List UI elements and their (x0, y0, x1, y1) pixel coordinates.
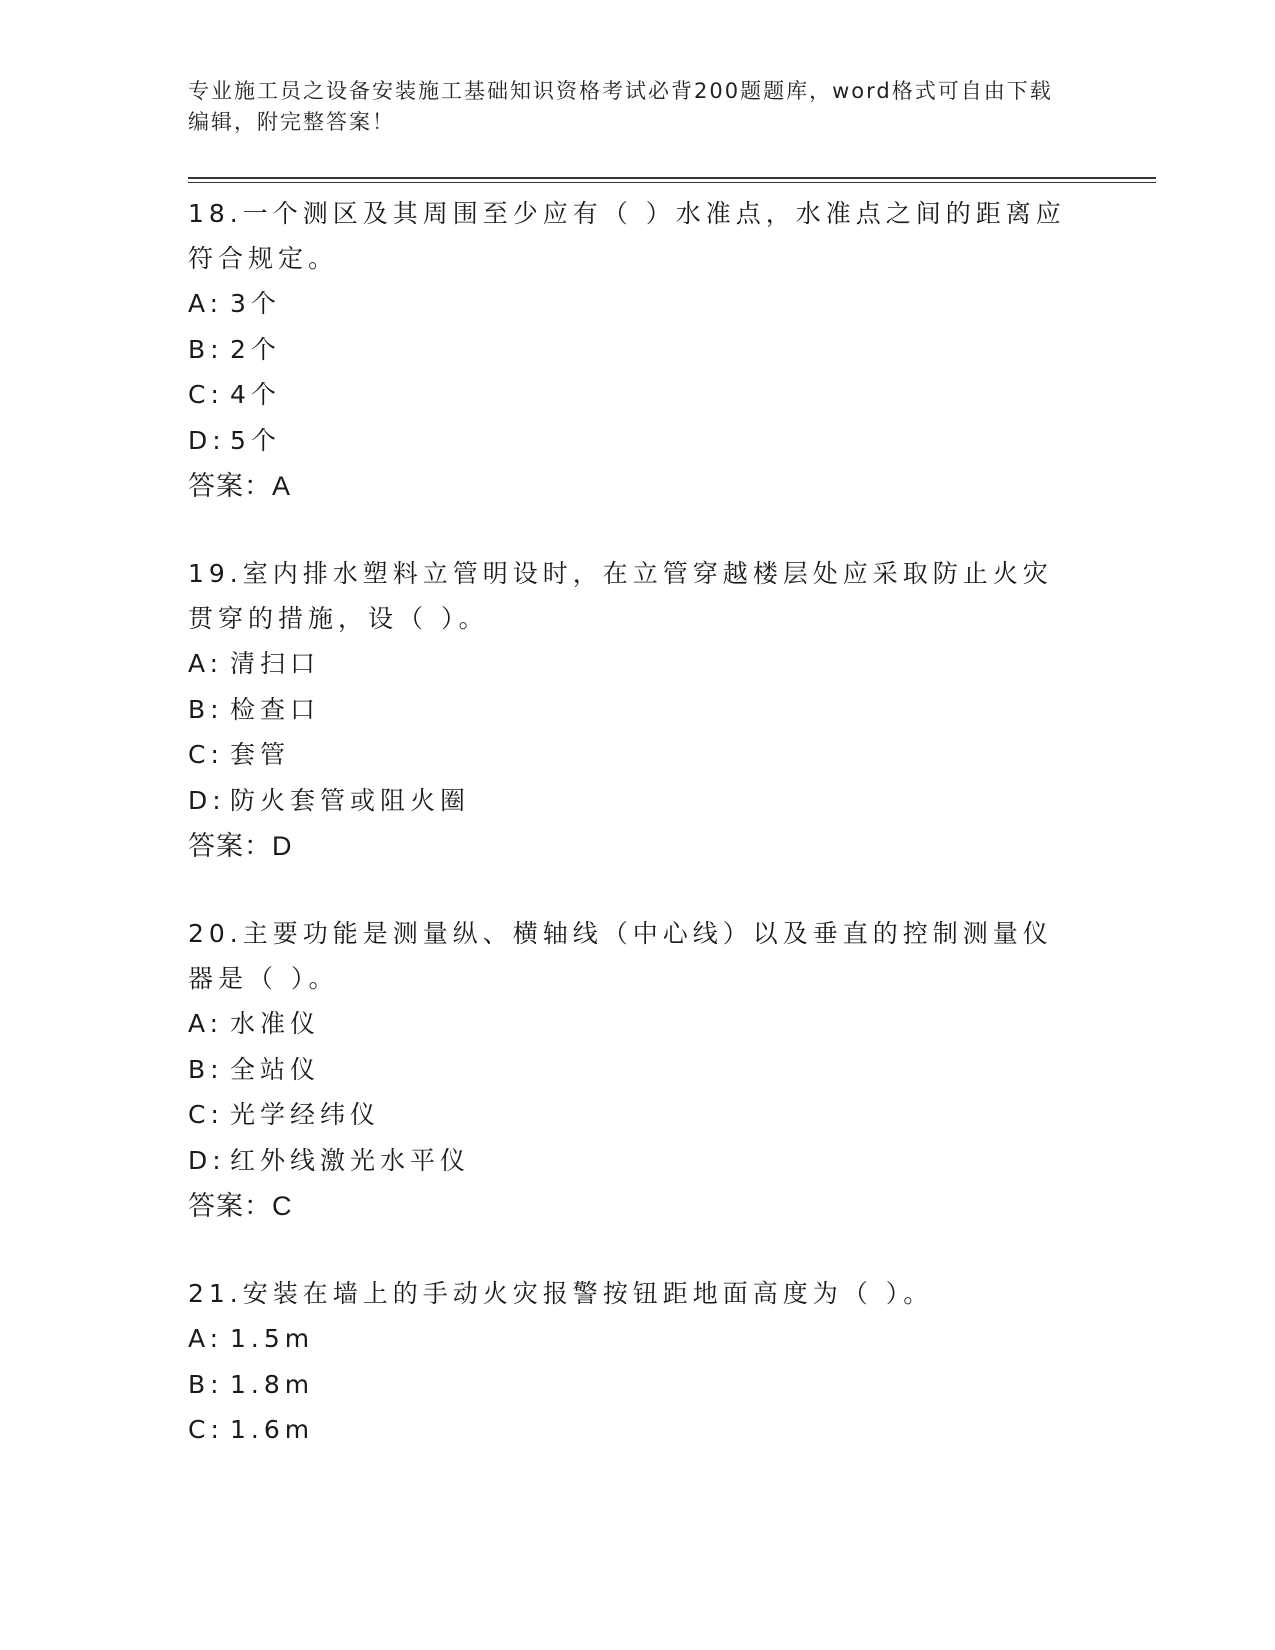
question-21 (188, 1271, 1088, 1453)
option-text: 套管 (230, 740, 291, 769)
question-stem: 18.一个测区及其周围至少应有（ ）水准点，水准点之间的距离应符合规定。 (188, 199, 1066, 273)
option-b (188, 327, 1088, 373)
question-list (188, 191, 1088, 1495)
option-key: A: (188, 289, 224, 318)
option-a (188, 1316, 1088, 1362)
option-a (188, 641, 1088, 687)
option-key: B: (188, 1369, 224, 1399)
option-text: 3个 (230, 289, 281, 318)
option-key: B: (188, 694, 224, 724)
option-key: D: (188, 785, 226, 815)
option-key: A: (188, 1324, 224, 1353)
question-stem: 20.主要功能是测量纵、横轴线（中心线）以及垂直的控制测量仪器是（ ）。 (188, 919, 1053, 993)
option-d (188, 418, 1088, 464)
answer-line: 答案：D (188, 831, 293, 861)
option-key: C: (188, 1100, 224, 1129)
question-stem: 21.安装在墙上的手动火灾报警按钮距地面高度为（ ）。 (188, 1279, 934, 1308)
option-b (188, 1362, 1088, 1408)
option-key: D: (188, 425, 226, 455)
option-text: 1.5m (230, 1324, 315, 1353)
option-key: C: (188, 1415, 224, 1444)
option-text: 5个 (230, 425, 281, 455)
option-key: D: (188, 1145, 226, 1175)
header-divider (188, 177, 1156, 183)
option-key: A: (188, 649, 224, 678)
option-text: 检查口 (230, 694, 321, 724)
option-key: C: (188, 380, 224, 409)
option-c (188, 732, 1088, 778)
option-text: 2个 (230, 334, 281, 364)
option-key: C: (188, 740, 224, 769)
answer-line: 答案：A (188, 471, 292, 501)
option-b (188, 687, 1088, 733)
option-key: B: (188, 334, 224, 364)
document-page (188, 0, 1158, 1650)
option-text: 水准仪 (230, 1009, 321, 1038)
option-text: 1.8m (230, 1369, 315, 1399)
option-text: 清扫口 (230, 649, 321, 678)
option-key: A: (188, 1009, 224, 1038)
document-header: 专业施工员之设备安装施工基础知识资格考试必背200题题库，word格式可自由下载编辑，附完整答案！ (188, 79, 1053, 134)
option-text: 全站仪 (230, 1054, 321, 1084)
option-text: 光学经纬仪 (230, 1100, 381, 1129)
option-c (188, 372, 1088, 418)
question-20 (188, 911, 1088, 1229)
option-text: 4个 (230, 380, 281, 409)
option-c (188, 1407, 1088, 1453)
question-18 (188, 191, 1088, 509)
option-d (188, 778, 1088, 824)
question-stem: 19.室内排水塑料立管明设时，在立管穿越楼层处应采取防止火灾贯穿的措施，设（ ）。 (188, 559, 1053, 633)
option-a (188, 281, 1088, 327)
option-key: B: (188, 1054, 224, 1084)
option-a (188, 1001, 1088, 1047)
option-text: 1.6m (230, 1415, 315, 1444)
question-19 (188, 551, 1088, 869)
option-text: 防火套管或阻火圈 (230, 785, 471, 815)
option-d (188, 1138, 1088, 1184)
option-c (188, 1092, 1088, 1138)
answer-line: 答案：C (188, 1191, 293, 1221)
option-b (188, 1047, 1088, 1093)
option-text: 红外线激光水平仪 (230, 1145, 471, 1175)
